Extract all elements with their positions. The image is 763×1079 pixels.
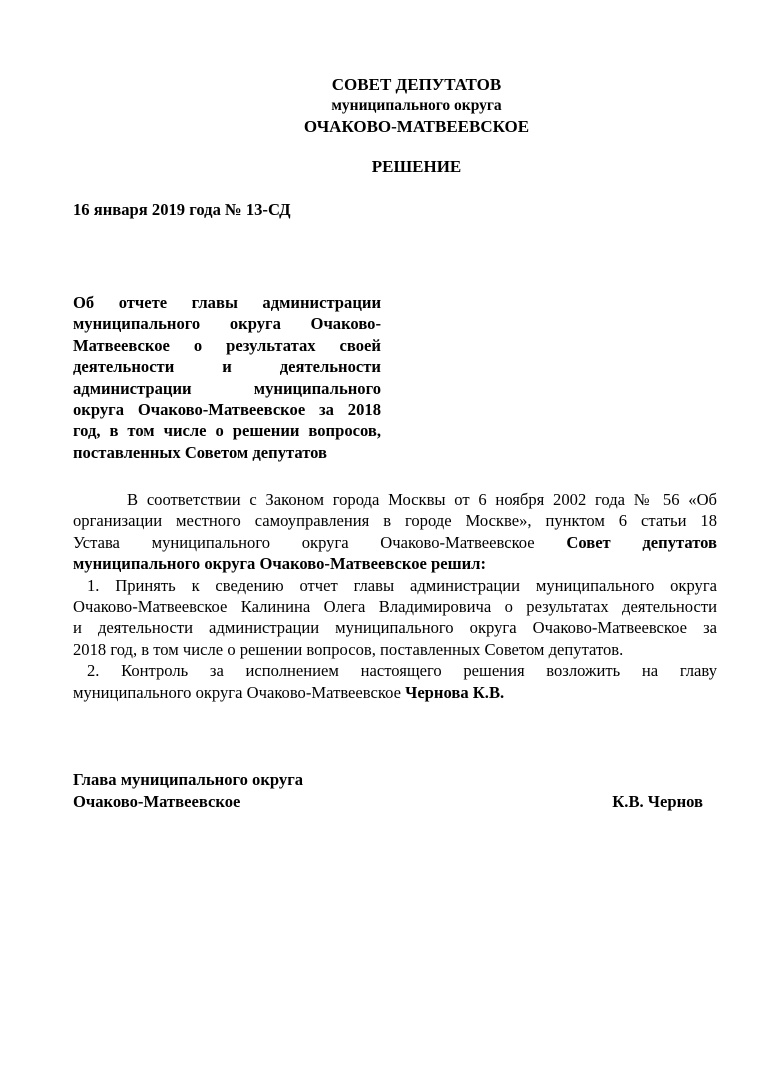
signatory-name: К.В. Чернов — [612, 792, 703, 811]
subject-line: администрации муниципального — [73, 378, 381, 398]
district-name: ОЧАКОВО-МАТВЕЕВСКОЕ — [303, 117, 530, 136]
signature-title-line1: Глава муниципального округа — [73, 770, 304, 789]
signature-title-line2: Очаково-Матвеевское — [73, 792, 241, 811]
subject-line: Матвеевское о результатах своей — [73, 335, 381, 355]
subject-line: округа Очаково-Матвеевское за 2018 — [73, 400, 381, 420]
preamble-line: В соответствии с Законом города Москвы от 6 ноября 2002 года № 56 «Об — [127, 490, 717, 509]
subject-line: деятельности и деятельности — [73, 357, 381, 377]
subject-line: поставленных Советом депутатов — [73, 442, 327, 462]
item-1-line: 2018 год, в том числе о решении вопросов, поставленных Советом депутатов. — [73, 639, 624, 659]
council-subtitle: муниципального округа — [331, 97, 502, 114]
decision-date-number: 16 января 2019 года № 13-СД — [73, 200, 291, 219]
item-2-name-bold: Чернова К.В. — [405, 682, 505, 702]
subject-line: муниципального округа Очаково- — [73, 314, 381, 334]
decision-subject — [73, 292, 381, 463]
item-2-line — [73, 682, 717, 703]
preamble-line — [73, 532, 717, 553]
preamble-resolution: муниципального округа Очаково-Матвеевское решил: — [73, 554, 487, 574]
subject-line: Об отчете главы администрации — [73, 293, 381, 312]
preamble-text: Устава муниципального округа Очаково-Матвеевское — [73, 532, 535, 552]
document-type: РЕШЕНИЕ — [371, 157, 462, 176]
item-1-line: 1. Принять к сведению отчет главы администрации муниципального округа — [87, 575, 717, 595]
council-title: СОВЕТ ДЕПУТАТОВ — [331, 75, 502, 94]
item-1-line: Очаково-Матвеевское Калинина Олега Владимировича о результатах деятельности — [73, 597, 717, 617]
preamble-line: организации местного самоуправления в городе Москве», пунктом 6 статьи 18 — [73, 511, 717, 531]
subject-line: год, в том числе о решении вопросов, — [73, 421, 381, 441]
signature-row — [73, 791, 703, 813]
item-2-line: 2. Контроль за исполнением настоящего решения возложить на главу — [87, 661, 717, 681]
item-2-text: муниципального округа Очаково-Матвеевское — [73, 682, 401, 702]
decision-body — [73, 489, 717, 703]
item-1-line: и деятельности администрации муниципального округа Очаково-Матвеевское за — [73, 618, 717, 638]
preamble-council-bold: Совет депутатов — [566, 532, 718, 552]
signature-block — [73, 769, 703, 813]
